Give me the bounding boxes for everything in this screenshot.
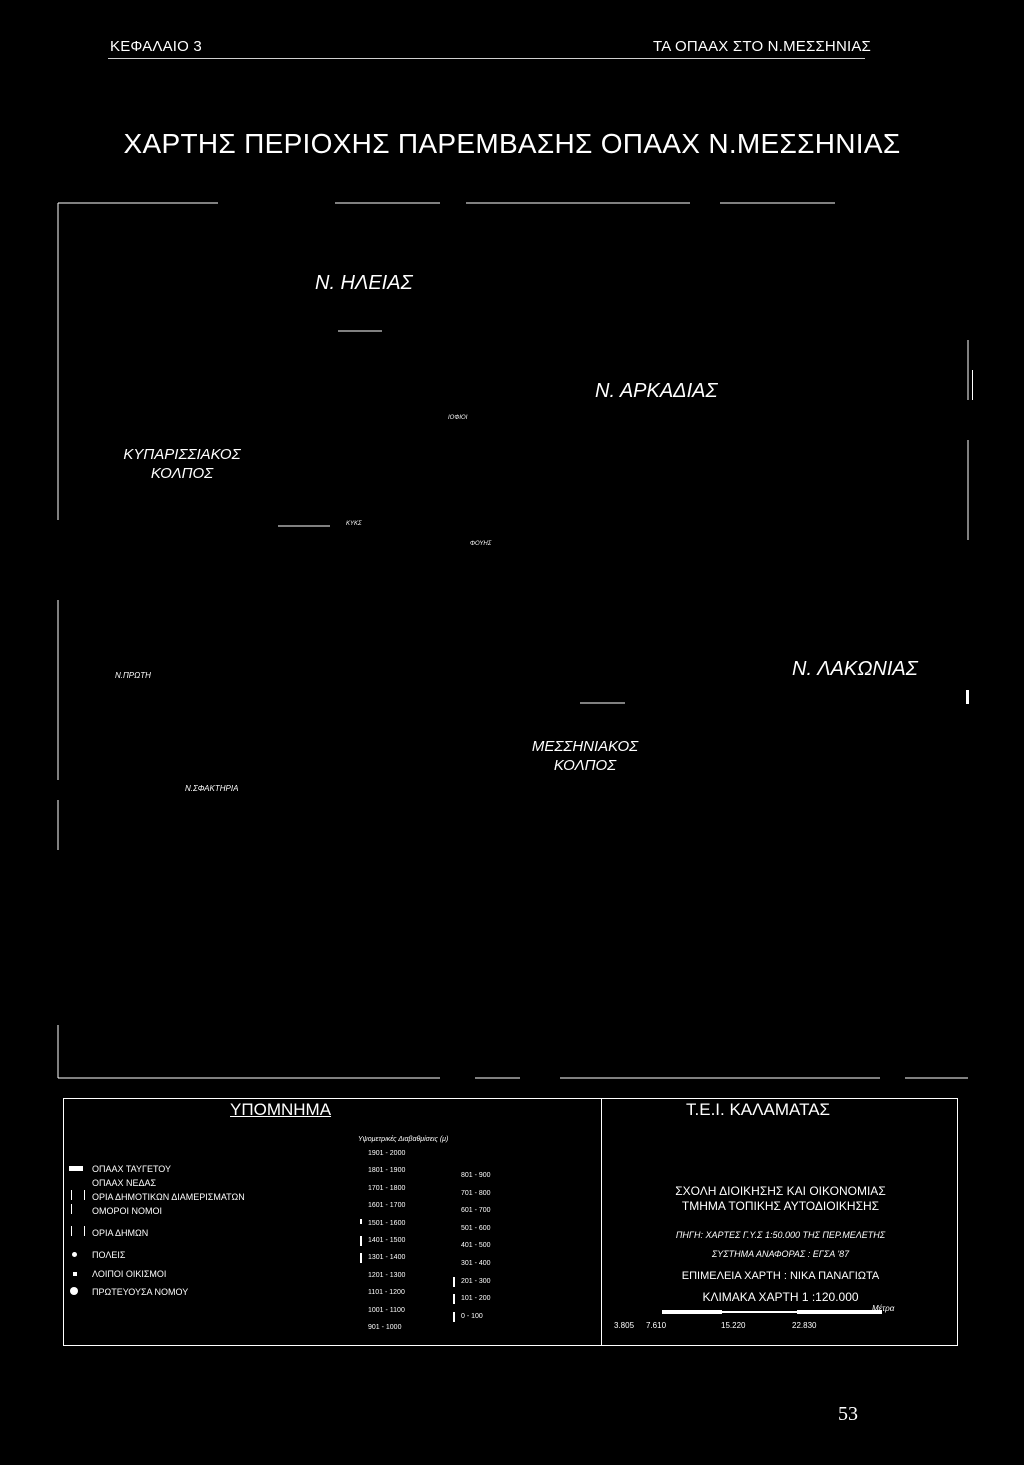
- settlement-square-icon: [73, 1272, 77, 1276]
- department-name: ΤΜΗΜΑ ΤΟΠΙΚΗΣ ΑΥΤΟΔΙΟΙΚΗΣΗΣ: [681, 1199, 880, 1213]
- elevation-class-swatch: [360, 1253, 362, 1263]
- label-arkadias: Ν. ΑΡΚΑΔΙΑΣ: [595, 380, 718, 402]
- elevation-class-swatch: [360, 1236, 362, 1246]
- elevation-class-label: 501 - 600: [461, 1224, 491, 1232]
- label-place-c: ΦΟΥΗΣ: [470, 541, 492, 547]
- map-edge-marks: [966, 370, 973, 704]
- elevation-class-label: 201 - 300: [461, 1277, 491, 1285]
- scale-tick-1: 3.805: [614, 1321, 635, 1330]
- label-proti: Ν.ΠΡΩΤΗ: [115, 671, 151, 680]
- legend-title: ΥΠΟΜΝΗΜΑ: [230, 1100, 332, 1119]
- scale-bar-segment-1: [662, 1310, 722, 1314]
- elevation-class-swatch: [453, 1294, 455, 1304]
- elevation-class-swatch: [453, 1312, 455, 1322]
- label-place-b: ΚΥΚΣ: [346, 521, 362, 527]
- dimotika-line-symbol-2: [84, 1190, 85, 1200]
- label-kyparissiakos-line1: ΚΥΠΑΡΙΣΣΙΑΚΟΣ: [123, 446, 241, 463]
- section-label: ΤΑ ΟΠΑΑΧ ΣΤΟ Ν.ΜΕΣΣΗΝΙΑΣ: [653, 38, 872, 55]
- elevation-class-label: 1701 - 1800: [368, 1184, 406, 1192]
- label-place-a: ΙΟΦΙΟΙ: [448, 415, 468, 421]
- institution-title: Τ.Ε.Ι. ΚΑΛΑΜΑΤΑΣ: [686, 1100, 831, 1119]
- chapter-label: ΚΕΦΑΛΑΙΟ 3: [110, 38, 202, 55]
- omoroi-line-symbol: [71, 1204, 72, 1214]
- school-name: ΣΧΟΛΗ ΔΙΟΙΚΗΣΗΣ ΚΑΙ ΟΙΚΟΝΟΜΙΑΣ: [675, 1184, 886, 1198]
- elevation-class-label: 0 - 100: [461, 1312, 483, 1320]
- elevation-class-label: 1901 - 2000: [368, 1150, 406, 1157]
- legend-nedas: ΟΠΑΑΧ ΝΕΔΑΣ: [92, 1178, 157, 1188]
- label-kyparissiakos: [112, 445, 252, 483]
- elevation-class-label: 401 - 500: [461, 1242, 491, 1250]
- dimoi-line-symbol-2: [84, 1226, 85, 1236]
- legend-taygetou: ΟΠΑΑΧ ΤΑΥΓΕΤΟΥ: [92, 1164, 172, 1174]
- label-kyparissiakos-line2: ΚΟΛΠΟΣ: [150, 465, 214, 482]
- legend-divider: [601, 1098, 602, 1346]
- label-messiniakos-line1: ΜΕΣΣΗΝΙΑΚΟΣ: [531, 738, 639, 755]
- elevation-class-label: 801 - 900: [461, 1172, 491, 1179]
- elevation-title: Υψομετρικές Διαβαθμίσεις (μ): [358, 1136, 449, 1143]
- label-ilias: Ν. ΗΛΕΙΑΣ: [315, 272, 413, 294]
- elevation-class-swatch: [360, 1219, 362, 1224]
- reference-system: ΣΥΣΤΗΜΑ ΑΝΑΦΟΡΑΣ : ΕΓΣΑ '87: [711, 1249, 850, 1259]
- dimotika-line-symbol: [71, 1190, 72, 1200]
- taygetou-swatch: [69, 1166, 83, 1171]
- city-dot-icon: [72, 1252, 77, 1257]
- scale-tick-3: 15.220: [721, 1321, 746, 1330]
- legend-omoroi: ΟΜΟΡΟΙ ΝΟΜΟΙ: [92, 1206, 163, 1216]
- scale-bar-segment-3: [797, 1310, 882, 1314]
- page-title: ΧΑΡΤΗΣ ΠΕΡΙΟΧΗΣ ΠΑΡΕΜΒΑΣΗΣ ΟΠΑΑΧ Ν.ΜΕΣΣΗΝΙΑΣ: [123, 128, 901, 159]
- label-messiniakos: [520, 737, 650, 775]
- elevation-class-label: 1401 - 1500: [368, 1237, 406, 1244]
- map-author: ΕΠΙΜΕΛΕΙΑ ΧΑΡΤΗ : ΝΙΚΑ ΠΑΝΑΓΙΩΤΑ: [681, 1270, 880, 1282]
- legend-protevousa: ΠΡΩΤΕΥΟΥΣΑ ΝΟΜΟΥ: [92, 1287, 189, 1297]
- scale-unit: Μέτρα: [872, 1304, 895, 1313]
- label-lakonias: Ν. ΛΑΚΩΝΙΑΣ: [792, 658, 918, 680]
- label-messiniakos-line2: ΚΟΛΠΟΣ: [553, 757, 617, 774]
- scale-bar: [610, 1305, 910, 1335]
- dimoi-line-symbol: [71, 1226, 72, 1236]
- elevation-class-label: 301 - 400: [461, 1260, 491, 1267]
- map-border-lines: [58, 203, 968, 1078]
- label-sfaktiria: Ν.ΣΦΑΚΤΗΡΙΑ: [185, 784, 239, 793]
- capital-dot-icon: [70, 1287, 78, 1295]
- elevation-class-label: 1501 - 1600: [368, 1219, 406, 1227]
- elevation-class-label: 1601 - 1700: [368, 1202, 406, 1210]
- map-scale-label: ΚΛΙΜΑΚΑ ΧΑΡΤΗ 1 :120.000: [702, 1290, 859, 1304]
- elevation-class-label: 701 - 800: [461, 1189, 491, 1197]
- legend-poleis: ΠΟΛΕΙΣ: [92, 1250, 126, 1260]
- page-number: 53: [838, 1403, 858, 1425]
- elevation-class-label: 601 - 700: [461, 1207, 491, 1215]
- elevation-class-label: 1101 - 1200: [368, 1289, 405, 1297]
- scale-tick-2: 7.610: [646, 1321, 667, 1330]
- source-note: ΠΗΓΗ: ΧΑΡΤΕΣ Γ.Υ.Σ 1:50.000 ΤΗΣ ΠΕΡ.ΜΕΛΕΤΗΣ: [675, 1230, 886, 1240]
- scale-bar-segment-2: [722, 1311, 797, 1313]
- scale-tick-4: 22.830: [792, 1321, 817, 1330]
- legend-oria-dimon: ΟΡΙΑ ΔΗΜΩΝ: [92, 1228, 149, 1238]
- elevation-class-label: 1001 - 1100: [368, 1306, 405, 1314]
- legend-oikismoi: ΛΟΙΠΟΙ ΟΙΚΙΣΜΟΙ: [92, 1269, 167, 1279]
- elevation-class-label: 101 - 200: [461, 1295, 491, 1303]
- elevation-class-label: 1301 - 1400: [368, 1254, 406, 1262]
- elevation-class-swatch: [453, 1277, 455, 1287]
- elevation-class-label: 901 - 1000: [368, 1324, 402, 1331]
- elevation-class-label: 1801 - 1900: [368, 1167, 406, 1175]
- legend-oria-dimotikon: ΟΡΙΑ ΔΗΜΟΤΙΚΩΝ ΔΙΑΜΕΡΙΣΜΑΤΩΝ: [92, 1192, 245, 1202]
- elevation-class-label: 1201 - 1300: [368, 1271, 406, 1279]
